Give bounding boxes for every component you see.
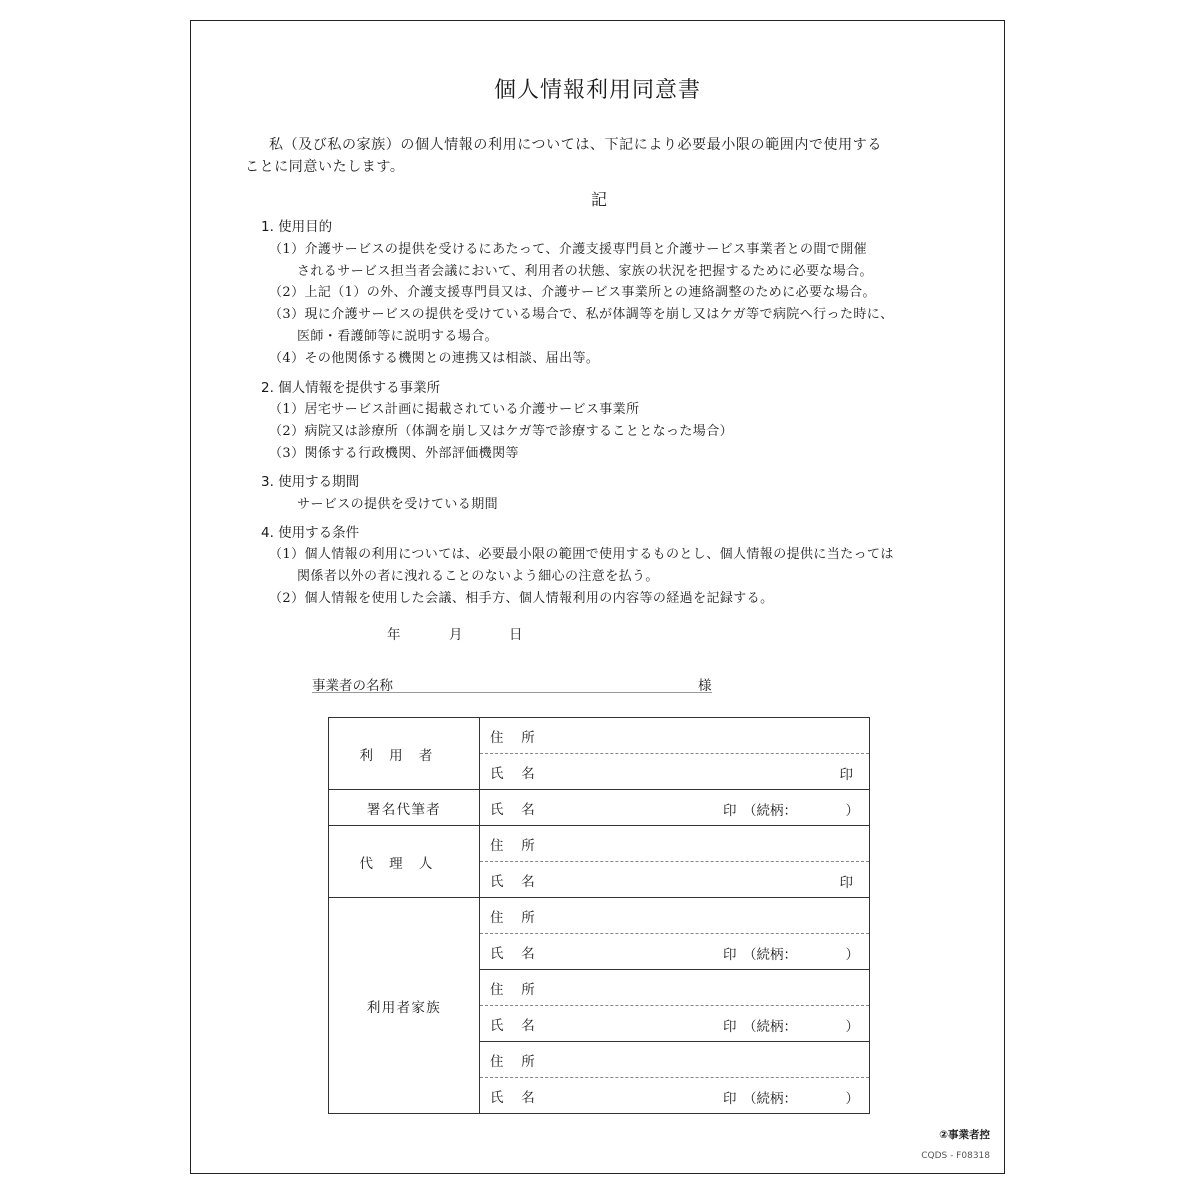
agent-address-row [329,826,870,862]
date-day: 日 [509,627,523,643]
family-label: 利用者家族 [329,898,480,1114]
proxy-signer-row [329,790,870,826]
relation-close: ） [845,1091,859,1107]
section-1-item-3-line-2: 医師・看護師等に説明する場合。 [297,329,499,344]
seal-mark: 印 [839,767,853,783]
address-label: 住 所 [490,1053,542,1070]
family-1-address-field[interactable] [480,898,870,934]
agent-address-field[interactable] [480,826,870,862]
section-1-item-1-line-1: （1）介護サービスの提供を受けるにあたって、介護支援専門員と介護サービス事業者との間で開催 [269,242,868,257]
section-2-heading: 2. 個人情報を提供する事業所 [261,380,441,396]
seal-mark: 印 [723,947,737,963]
address-label: 住 所 [490,729,542,746]
relation-label: （続柄： [743,803,797,819]
name-label: 氏 名 [490,801,542,818]
name-label: 氏 名 [490,1017,542,1034]
user-address-field[interactable] [480,718,870,754]
proxy-signer-label: 署名代筆者 [329,790,480,826]
business-name-label: 事業者の名称 [312,678,393,694]
section-2-item-2: （2）病院又は診療所（体調を崩し又はケガ等で診療することとなった場合） [269,424,734,439]
section-2-item-3: （3）関係する行政機関、外部評価機関等 [269,446,519,461]
intro-line-1: 私（及び私の家族）の個人情報の利用については、下記により必要最小限の範囲内で使用する [269,137,882,153]
intro-paragraph [245,134,882,178]
section-4-heading: 4. 使用する条件 [261,525,360,541]
name-label: 氏 名 [490,1089,542,1106]
section-4-item-1-line-1: （1）個人情報の利用については、必要最小限の範囲で使用するものとし、個人情報の提供に当たっては [269,547,894,562]
family-3-name-field[interactable] [480,1078,870,1114]
copy-label: ②事業者控 [939,1129,990,1141]
section-1-heading: 1. 使用目的 [261,219,333,235]
consent-form-sheet [190,20,1005,1174]
address-label: 住 所 [490,837,542,854]
proxy-signer-name-field[interactable] [480,790,870,826]
section-1-item-1-line-2: されるサービス担当者会議において、利用者の状態、家族の状況を把握するために必要な場合。 [297,264,873,279]
section-1-item-3-line-1: （3）現に介護サービスの提供を受けている場合で、私が体調等を崩し又はケガ等で病院へ行った時に、 [269,307,894,322]
user-name-field[interactable] [480,754,870,790]
section-2-item-1: （1）居宅サービス計画に掲載されている介護サービス事業所 [269,402,640,417]
family-3-address-field[interactable] [480,1042,870,1078]
address-label: 住 所 [490,981,542,998]
seal-mark: 印 [723,1091,737,1107]
relation-close: ） [845,947,859,963]
relation-close: ） [845,1019,859,1035]
seal-mark: 印 [723,803,737,819]
family-1-name-field[interactable] [480,934,870,970]
relation-label: （続柄： [743,947,797,963]
name-label: 氏 名 [490,945,542,962]
name-label: 氏 名 [490,873,542,890]
family-2-address-field[interactable] [480,970,870,1006]
document-title: 個人情報利用同意書 [493,78,701,103]
name-label: 氏 名 [490,765,542,782]
ki-heading: 記 [590,190,607,209]
address-label: 住 所 [490,909,542,926]
date-year: 年 [387,627,401,643]
relation-close: ） [845,803,859,819]
form-code: CQDS - F08318 [921,1151,990,1161]
section-3-item-1: サービスの提供を受けている期間 [297,497,499,512]
user-label: 利用者 [329,718,480,790]
business-name-suffix: 様 [698,678,712,694]
relation-label: （続柄： [743,1091,797,1107]
seal-mark: 印 [839,875,853,891]
agent-name-field[interactable] [480,862,870,898]
section-1-item-2: （2）上記（1）の外、介護支援専門員又は、介護サービス事業所との連絡調整のために必要な場合。 [269,285,876,300]
intro-line-2: ことに同意いたします。 [245,159,405,175]
date-month: 月 [449,627,463,643]
section-4-item-2: （2）個人情報を使用した会議、相手方、個人情報利用の内容等の経過を記録する。 [269,591,774,606]
agent-label: 代理人 [329,826,480,898]
signature-table [328,717,870,1114]
user-address-row [329,718,870,754]
section-3-heading: 3. 使用する期間 [261,474,360,490]
relation-label: （続柄： [743,1019,797,1035]
family-1-address-row [329,898,870,934]
business-name-field[interactable] [312,692,712,693]
section-4-item-1-line-2: 関係者以外の者に洩れることのないよう細心の注意を払う。 [297,569,659,584]
family-2-name-field[interactable] [480,1006,870,1042]
seal-mark: 印 [723,1019,737,1035]
section-1-item-4: （4）その他関係する機関との連携又は相談、届出等。 [269,351,600,366]
